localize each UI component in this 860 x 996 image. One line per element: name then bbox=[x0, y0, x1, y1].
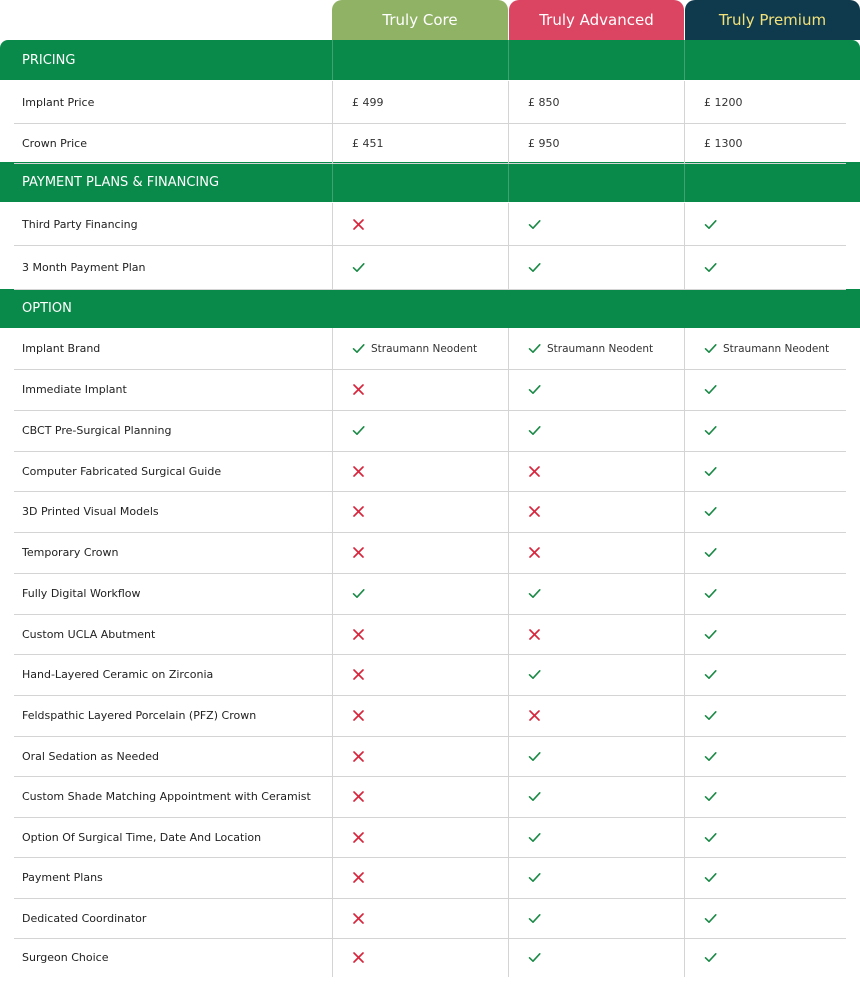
implant-brand-value: Straumann Neodent bbox=[547, 342, 654, 355]
column-divider bbox=[684, 123, 685, 164]
cell-core bbox=[352, 776, 365, 817]
implant-brand-value: Straumann Neodent bbox=[723, 342, 830, 355]
plan-header-truly-advanced: Truly Advanced bbox=[509, 0, 684, 40]
cell-advanced bbox=[528, 776, 541, 817]
check-icon bbox=[528, 383, 541, 396]
column-divider bbox=[508, 451, 509, 492]
cross-icon bbox=[352, 790, 365, 803]
cross-icon bbox=[352, 871, 365, 884]
column-divider bbox=[508, 654, 509, 696]
price-value: £ 1300 bbox=[704, 136, 743, 150]
row-label-custom-ucla-abutment: Custom UCLA Abutment bbox=[22, 627, 156, 641]
check-icon bbox=[528, 342, 541, 355]
cell-core bbox=[352, 857, 365, 898]
column-divider bbox=[508, 328, 509, 370]
cell-advanced bbox=[528, 245, 541, 289]
check-icon bbox=[528, 831, 541, 844]
cell-core bbox=[352, 532, 365, 573]
column-divider bbox=[684, 776, 685, 818]
section-divider bbox=[684, 40, 685, 80]
check-icon bbox=[528, 790, 541, 803]
price-value: £ 1200 bbox=[704, 95, 743, 109]
check-icon bbox=[528, 750, 541, 763]
table-row bbox=[14, 81, 846, 124]
cell-advanced bbox=[528, 857, 541, 898]
section-title-payment: PAYMENT PLANS & FINANCING bbox=[22, 174, 220, 190]
row-label-implant-brand: Implant Brand bbox=[22, 342, 101, 355]
check-icon bbox=[528, 668, 541, 681]
column-divider bbox=[332, 817, 333, 858]
price-value: £ 850 bbox=[528, 95, 560, 109]
cell-core bbox=[352, 369, 365, 410]
check-icon bbox=[528, 424, 541, 437]
cell-premium bbox=[704, 203, 717, 245]
cross-icon bbox=[352, 628, 365, 641]
check-icon bbox=[704, 709, 717, 722]
section-divider bbox=[332, 40, 333, 80]
check-icon bbox=[704, 750, 717, 763]
cross-icon bbox=[352, 709, 365, 722]
table-row bbox=[14, 245, 846, 290]
table-row bbox=[14, 328, 846, 370]
cross-icon bbox=[528, 546, 541, 559]
cell-core bbox=[352, 614, 365, 654]
check-icon bbox=[704, 668, 717, 681]
section-option bbox=[0, 289, 860, 328]
cell-advanced bbox=[528, 451, 541, 491]
cell-premium bbox=[704, 369, 717, 410]
column-divider bbox=[684, 695, 685, 737]
cell-core bbox=[352, 695, 365, 736]
cell-premium bbox=[704, 123, 743, 163]
column-divider bbox=[684, 573, 685, 615]
column-divider bbox=[332, 614, 333, 655]
table-row bbox=[14, 817, 846, 858]
cell-advanced bbox=[528, 203, 541, 245]
column-divider bbox=[684, 614, 685, 655]
column-divider bbox=[684, 938, 685, 977]
row-label-crown-price: Crown Price bbox=[22, 136, 87, 150]
check-icon bbox=[528, 587, 541, 600]
cell-premium bbox=[704, 451, 717, 491]
section-title-option: OPTION bbox=[22, 301, 72, 316]
table-row bbox=[14, 736, 846, 777]
cell-advanced bbox=[528, 491, 541, 532]
cross-icon bbox=[352, 668, 365, 681]
cell-premium bbox=[704, 532, 717, 573]
column-divider bbox=[508, 410, 509, 452]
column-divider bbox=[508, 491, 509, 533]
cross-icon bbox=[352, 465, 365, 478]
check-icon bbox=[704, 261, 717, 274]
column-divider bbox=[332, 123, 333, 164]
table-row bbox=[14, 532, 846, 574]
check-icon bbox=[704, 831, 717, 844]
table-row bbox=[14, 654, 846, 696]
column-divider bbox=[684, 410, 685, 452]
table-row bbox=[14, 776, 846, 818]
cross-icon bbox=[352, 505, 365, 518]
cell-advanced bbox=[528, 123, 560, 163]
cell-core bbox=[352, 938, 365, 976]
column-divider bbox=[332, 898, 333, 939]
column-divider bbox=[332, 695, 333, 737]
column-divider bbox=[684, 245, 685, 290]
row-label-feldspathic-layered-porcelain-pfz-crown: Feldspathic Layered Porcelain (PFZ) Crown bbox=[22, 709, 257, 722]
column-divider bbox=[332, 736, 333, 777]
implant-brand-value: Straumann Neodent bbox=[371, 342, 478, 355]
column-divider bbox=[684, 491, 685, 533]
plan-header-truly-premium: Truly Premium bbox=[685, 0, 860, 40]
cross-icon bbox=[352, 218, 365, 231]
cell-advanced bbox=[528, 817, 541, 857]
column-divider bbox=[332, 654, 333, 696]
table-row bbox=[14, 203, 846, 246]
column-divider bbox=[684, 857, 685, 899]
check-icon bbox=[352, 424, 365, 437]
row-label-fully-digital-workflow: Fully Digital Workflow bbox=[22, 587, 141, 600]
cell-advanced bbox=[528, 695, 541, 736]
column-divider bbox=[684, 203, 685, 246]
check-icon bbox=[704, 505, 717, 518]
check-icon bbox=[704, 871, 717, 884]
row-label-implant-price: Implant Price bbox=[22, 95, 95, 109]
column-divider bbox=[508, 573, 509, 615]
check-icon bbox=[704, 628, 717, 641]
cell-core bbox=[352, 81, 384, 123]
check-icon bbox=[704, 342, 717, 355]
cell-premium bbox=[704, 776, 717, 817]
section-divider bbox=[684, 162, 685, 202]
column-divider bbox=[684, 898, 685, 939]
column-divider bbox=[684, 817, 685, 858]
column-divider bbox=[332, 410, 333, 452]
row-label-option-of-surgical-time-date-and-location: Option Of Surgical Time, Date And Location bbox=[22, 830, 262, 844]
table-row bbox=[14, 898, 846, 939]
table-row bbox=[14, 123, 846, 164]
check-icon bbox=[528, 912, 541, 925]
cell-advanced bbox=[528, 898, 541, 938]
section-divider bbox=[508, 40, 509, 80]
column-divider bbox=[332, 491, 333, 533]
section-title-pricing: PRICING bbox=[22, 52, 76, 68]
cell-premium bbox=[704, 614, 717, 654]
column-divider bbox=[684, 369, 685, 411]
cell-core bbox=[352, 898, 365, 938]
section-divider bbox=[508, 162, 509, 202]
cross-icon bbox=[352, 912, 365, 925]
cell-core bbox=[352, 491, 365, 532]
table-row bbox=[14, 410, 846, 452]
cell-premium bbox=[704, 938, 717, 976]
column-divider bbox=[508, 736, 509, 777]
cell-premium bbox=[704, 573, 717, 614]
column-divider bbox=[508, 81, 509, 124]
column-divider bbox=[684, 81, 685, 124]
cell-core bbox=[352, 328, 477, 369]
cell-premium bbox=[704, 857, 717, 898]
section-pricing bbox=[0, 40, 860, 80]
check-icon bbox=[528, 261, 541, 274]
column-divider bbox=[508, 776, 509, 818]
cell-premium bbox=[704, 898, 717, 938]
table-row bbox=[14, 369, 846, 411]
check-icon bbox=[704, 790, 717, 803]
cross-icon bbox=[352, 546, 365, 559]
check-icon bbox=[528, 218, 541, 231]
cross-icon bbox=[352, 750, 365, 763]
row-label-surgeon-choice: Surgeon Choice bbox=[22, 950, 109, 964]
column-divider bbox=[332, 776, 333, 818]
column-divider bbox=[332, 532, 333, 574]
check-icon bbox=[704, 587, 717, 600]
row-label-3d-printed-visual-models: 3D Printed Visual Models bbox=[22, 505, 159, 518]
column-divider bbox=[684, 451, 685, 492]
cell-core bbox=[352, 451, 365, 491]
cell-premium bbox=[704, 695, 717, 736]
column-divider bbox=[332, 938, 333, 977]
cross-icon bbox=[528, 709, 541, 722]
cell-premium bbox=[704, 81, 743, 123]
table-row bbox=[14, 573, 846, 615]
cell-advanced bbox=[528, 938, 541, 976]
check-icon bbox=[528, 871, 541, 884]
row-label-custom-shade-matching-appointment-with-ceramist: Custom Shade Matching Appointment with Ceramist bbox=[22, 790, 311, 803]
cell-advanced bbox=[528, 614, 541, 654]
column-divider bbox=[508, 614, 509, 655]
check-icon bbox=[528, 951, 541, 964]
cell-premium bbox=[704, 328, 829, 369]
cross-icon bbox=[352, 831, 365, 844]
column-divider bbox=[508, 857, 509, 899]
cell-advanced bbox=[528, 654, 541, 695]
check-icon bbox=[704, 951, 717, 964]
price-value: £ 499 bbox=[352, 95, 384, 109]
row-label-oral-sedation-as-needed: Oral Sedation as Needed bbox=[22, 749, 159, 763]
column-divider bbox=[332, 369, 333, 411]
cell-advanced bbox=[528, 328, 653, 369]
row-label-computer-fabricated-surgical-guide: Computer Fabricated Surgical Guide bbox=[22, 464, 222, 478]
column-divider bbox=[684, 736, 685, 777]
cell-premium bbox=[704, 410, 717, 451]
column-divider bbox=[508, 898, 509, 939]
cell-core bbox=[352, 573, 365, 614]
cell-premium bbox=[704, 491, 717, 532]
cell-advanced bbox=[528, 736, 541, 776]
cell-advanced bbox=[528, 81, 560, 123]
cell-core bbox=[352, 123, 384, 163]
column-divider bbox=[508, 695, 509, 737]
table-row bbox=[14, 857, 846, 899]
cell-core bbox=[352, 410, 365, 451]
row-label-temporary-crown: Temporary Crown bbox=[22, 546, 119, 559]
cross-icon bbox=[528, 465, 541, 478]
cell-core bbox=[352, 817, 365, 857]
cell-core bbox=[352, 203, 365, 245]
row-label-third-party-financing: Third Party Financing bbox=[22, 217, 138, 231]
cell-advanced bbox=[528, 532, 541, 573]
check-icon bbox=[704, 383, 717, 396]
row-label-payment-plans: Payment Plans bbox=[22, 871, 103, 884]
column-divider bbox=[332, 203, 333, 246]
row-label-3-month-payment-plan: 3 Month Payment Plan bbox=[22, 260, 146, 274]
check-icon bbox=[704, 546, 717, 559]
plan-header-truly-core: Truly Core bbox=[332, 0, 508, 40]
cross-icon bbox=[528, 628, 541, 641]
column-divider bbox=[684, 654, 685, 696]
column-divider bbox=[332, 81, 333, 124]
check-icon bbox=[352, 342, 365, 355]
cross-icon bbox=[352, 383, 365, 396]
cell-core bbox=[352, 654, 365, 695]
column-divider bbox=[508, 369, 509, 411]
check-icon bbox=[352, 261, 365, 274]
price-value: £ 451 bbox=[352, 136, 384, 150]
row-label-dedicated-coordinator: Dedicated Coordinator bbox=[22, 911, 147, 925]
table-row bbox=[14, 491, 846, 533]
cell-advanced bbox=[528, 410, 541, 451]
section-divider bbox=[332, 162, 333, 202]
check-icon bbox=[704, 465, 717, 478]
column-divider bbox=[508, 123, 509, 164]
check-icon bbox=[704, 424, 717, 437]
column-divider bbox=[332, 245, 333, 290]
column-divider bbox=[508, 938, 509, 977]
cell-premium bbox=[704, 245, 717, 289]
column-divider bbox=[508, 817, 509, 858]
column-divider bbox=[332, 573, 333, 615]
row-label-immediate-implant: Immediate Implant bbox=[22, 383, 127, 396]
cell-premium bbox=[704, 654, 717, 695]
section-payment-plans bbox=[0, 162, 860, 202]
column-divider bbox=[332, 451, 333, 492]
table-row bbox=[14, 938, 846, 976]
table-row bbox=[14, 451, 846, 492]
check-icon bbox=[352, 587, 365, 600]
cell-premium bbox=[704, 817, 717, 857]
column-divider bbox=[508, 203, 509, 246]
row-label-cbct-pre-surgical-planning: CBCT Pre-Surgical Planning bbox=[22, 424, 172, 437]
column-divider bbox=[684, 328, 685, 370]
row-label-hand-layered-ceramic-on-zirconia: Hand-Layered Ceramic on Zirconia bbox=[22, 668, 214, 681]
column-divider bbox=[332, 328, 333, 370]
cell-core bbox=[352, 245, 365, 289]
cross-icon bbox=[352, 951, 365, 964]
cell-premium bbox=[704, 736, 717, 776]
column-divider bbox=[508, 532, 509, 574]
cell-advanced bbox=[528, 573, 541, 614]
cell-advanced bbox=[528, 369, 541, 410]
check-icon bbox=[704, 912, 717, 925]
table-row bbox=[14, 614, 846, 655]
cross-icon bbox=[528, 505, 541, 518]
table-row bbox=[14, 695, 846, 737]
price-value: £ 950 bbox=[528, 136, 560, 150]
column-divider bbox=[332, 857, 333, 899]
check-icon bbox=[704, 218, 717, 231]
column-divider bbox=[684, 532, 685, 574]
cell-core bbox=[352, 736, 365, 776]
column-divider bbox=[508, 245, 509, 290]
